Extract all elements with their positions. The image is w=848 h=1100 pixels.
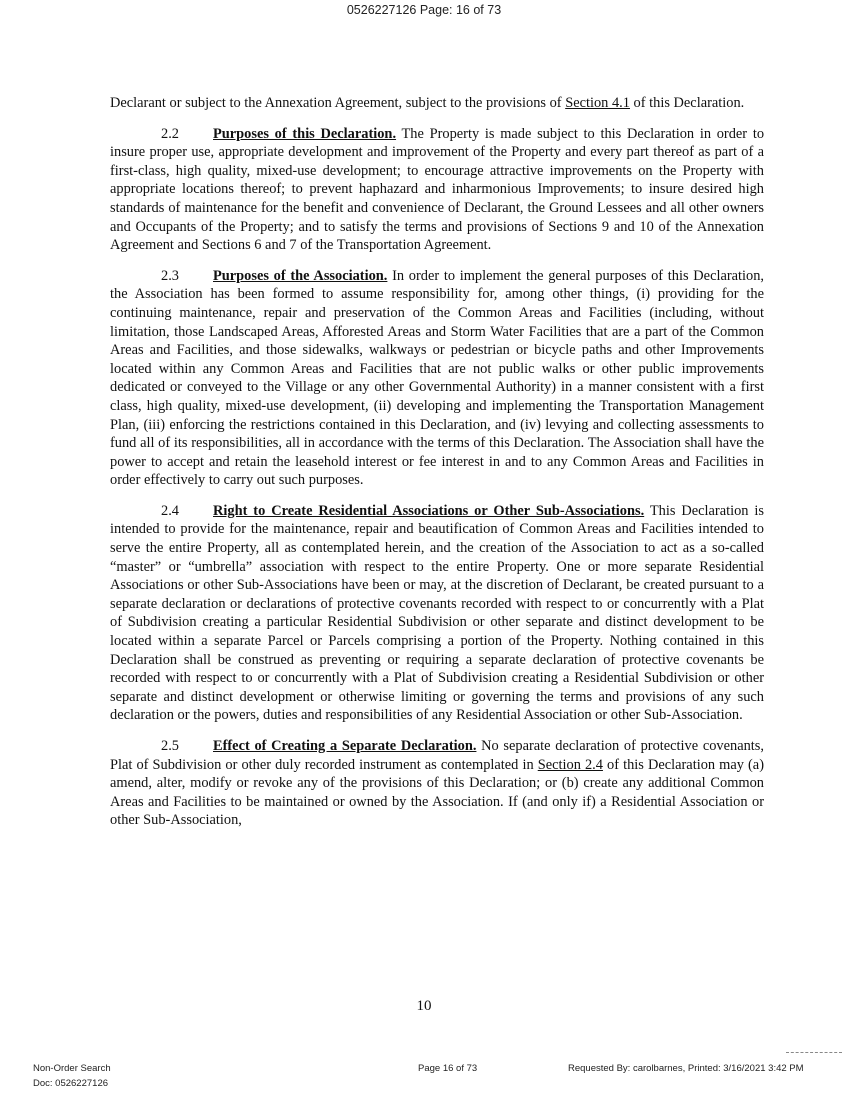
section-heading: Purposes of the Association. [213,267,388,284]
section-number: 2.5 [161,738,179,754]
scan-mark [786,1052,842,1056]
section-2-5 [110,737,764,830]
footer-search-type: Non-Order Search [33,1063,111,1074]
section-number: 2.3 [161,267,179,284]
paragraph-text: The Property is made subject to this Declaration in order to insure proper use, appropriate development and improvement of the Property and every part thereof as part of a first-class, high quality, mixed-use development; to encourage attractive improvements on the Property with appropriate locations thereof; to prevent haphazard and inharmonious Improvements; to insure desired high standards of maintenance for the benefit and convenience of Declarant, the Ground Lessees and all other owners and Occupants of the Property; and to satisfy the terms and provisions of Sections 9 and 10 of the Annexation Agreement and Sections 6 and 7 of the Transportation Agreement. [110,125,765,254]
paragraph-text: of this Declaration may (a) amend, alter, modify or revoke any of the provisions of this Declaration; or (b) create any additional Common Areas and Facilities to be maintained or owned by the Association. If (and only if) a Residential Association or other Sub-Association, [110,756,764,829]
section-2-3 [110,267,764,490]
paragraph-text: This Declaration is intended to provide for the maintenance, repair and beautification of Common Areas and Facilities intended to serve the entire Property, all as contemplated herein, and the creation of the Association to act as a so-called “master” or “umbrella” association with respect to the entire Property. One or more separate Residential Associations or other Sub-Associations have been or may, at the discretion of Declarant, be created pursuant to a separate declaration or declarations of protective covenants recorded with respect to or concurrently with a Plat of Subdivision creating a particular Residential Subdivision or other separate and distinct development to be located within a separate Parcel or Parcels comprising a portion of the Property. Nothing contained in this Declaration shall be construed as preventing or requiring a separate declaration of protective covenants be recorded with respect to or concurrently with a Plat of Subdivision creating a Residential Subdivision or other separate and distinct development or otherwise limiting or governing the terms and provisions of any such declaration or the powers, duties and responsibilities of any Residential Association or other Sub-Association. [110,502,764,724]
section-reference-link: Section 4.1 [565,95,630,111]
document-stamp: 0526227126 Page: 16 of 73 [346,3,502,17]
paragraph-text: In order to implement the general purposes of this Declaration, the Association has been formed to assume responsibility for, among other things, (i) providing for the continuing maintenance, repair and preservation of the Common Areas and Facilities (including, without limitation, those Landscaped Areas, Afforested Areas and Storm Water Facilities that are a part of the Common Areas and Facilities, and those sidewalks, walkways or pedestrian or bicycle paths and other Improvements located within any Common Areas and Facilities that are not public walks or other public improvements dedicated or conveyed to the Village or any other Governmental Authority) in a manner consistent with a first class, high quality, mixed-use development, (ii) developing and implementing the Transportation Management Plan, (iii) enforcing the restrictions contained in this Declaration, and (iv) levying and collecting assessments to fund all of its responsibilities, all in accordance with the terms of this Declaration. The Association shall have the power to accept and retain the leasehold interest or fee interest in and to any Common Areas and Facilities in order effectively to carry out such purposes. [110,267,764,489]
section-number: 2.2 [161,125,179,142]
section-heading: Right to Create Residential Associations or Other Sub-Associations. [213,502,645,519]
section-reference-link: Section 2.4 [537,756,603,773]
footer-page-count: Page 16 of 73 [418,1063,478,1074]
section-2-2 [110,125,764,255]
paragraph-text: of this Declaration. [629,95,745,111]
section-number: 2.4 [161,502,179,519]
footer-doc-number: Doc: 0526227126 [33,1078,109,1089]
section-heading: Purposes of this Declaration. [213,125,397,142]
footer-requested-by: Requested By: carolbarnes, Printed: 3/16/2021 3:42 PM [568,1063,804,1074]
paragraph-text: Declarant or subject to the Annexation Agreement, subject to the provisions of [110,95,566,111]
paragraph-text: No separate declaration of protective covenants, Plat of Subdivision or other duly recorded instrument as contemplated in [110,738,764,773]
document-body [110,94,764,842]
paragraph-continuation [110,94,764,113]
section-2-4 [110,502,764,725]
section-heading: Effect of Creating a Separate Declaration. [213,738,477,754]
page-number: 10 [416,998,432,1014]
